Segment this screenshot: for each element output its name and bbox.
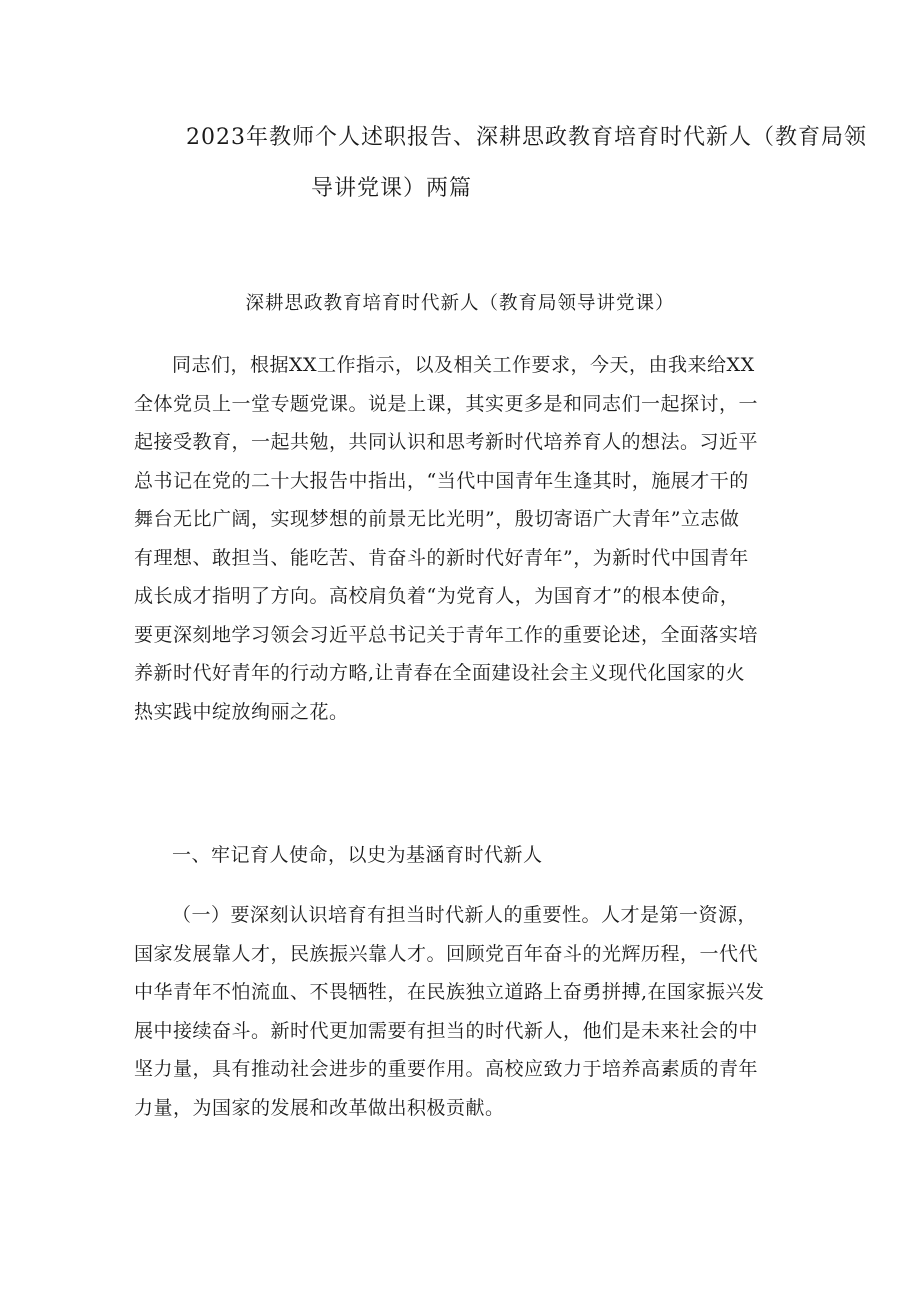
paragraph-line: 要更深刻地学习领会习近平总书记关于青年工作的重要论述，全面落实培 <box>134 623 759 646</box>
paragraph-line: 舞台无比广阔，实现梦想的前景无比光明”，殷切寄语广大青年”立志做 <box>134 508 740 530</box>
section-subtitle: 深耕思政教育培育时代新人（教育局领导讲党课） <box>245 293 675 314</box>
paragraph-line: 成长成才指明了方向。高校肩负着“为党育人，为国育才”的根本使命， <box>134 585 740 607</box>
paragraph-line: 有理想、敢担当、能吃苦、肯奋斗的新时代好青年”，为新时代中国青年 <box>134 546 749 569</box>
paragraph-line: 养新时代好青年的行动方略,让青春在全面建设社会主义现代化国家的火 <box>134 662 746 684</box>
paragraph-line: （一）要深刻认识培育有担当时代新人的重要性。人才是第一资源， <box>172 904 758 926</box>
section-heading-1: 一、牢记育人使命，以史为基涵育时代新人 <box>172 844 543 866</box>
paragraph-line: 总书记在党的二十大报告中指出，“当代中国青年生逢其时，施展才干的 <box>134 469 749 492</box>
paragraph-line: 国家发展靠人才，民族振兴靠人才。回顾党百年奋斗的光辉历程，一代代 <box>134 942 759 965</box>
paragraph-line: 中华青年不怕流血、不畏牺牲，在民族独立道路上奋勇拼搏,在国家振兴发 <box>134 981 765 1003</box>
paragraph-line: 全体党员上一堂专题党课。说是上课，其实更多是和同志们一起探讨，一 <box>134 392 759 415</box>
paragraph-line: 同志们，根据XX工作指示，以及相关工作要求，今天，由我来给XX <box>172 354 755 376</box>
paragraph-line: 坚力量，具有推动社会进步的重要作用。高校应致力于培养高素质的青年 <box>134 1058 759 1080</box>
paragraph-intro <box>134 346 788 731</box>
paragraph-line: 热实践中绽放绚丽之花。 <box>134 700 349 723</box>
paragraph-line: 起接受教育，一起共勉，共同认识和思考新时代培养育人的想法。习近平 <box>134 431 759 453</box>
document-title-line-2: 导讲党课）两篇 <box>311 176 473 201</box>
paragraph-section-1-1 <box>134 896 788 1127</box>
paragraph-line: 展中接续奋斗。新时代更加需要有担当的时代新人，他们是未来社会的中 <box>134 1019 759 1042</box>
document-title-line-1: 2023年教师个人述职报告、深耕思政教育培育时代新人（教育局领 <box>186 125 867 150</box>
paragraph-line: 力量，为国家的发展和改革做出积极贡献。 <box>134 1096 505 1119</box>
